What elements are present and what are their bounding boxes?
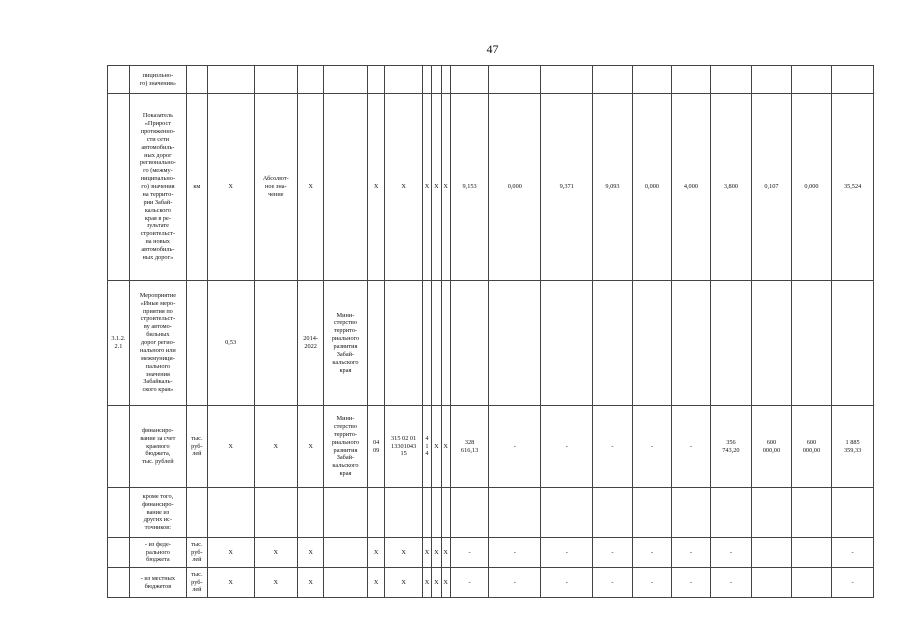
table-row [108, 488, 874, 538]
table-cell [324, 568, 368, 598]
row-name-cell: финансиро- вание за счет краевого бюджета, тыс. рублей [129, 406, 186, 488]
table-cell [489, 281, 541, 406]
table-cell: Х [441, 406, 450, 488]
table-cell: - [593, 538, 632, 568]
table-cell [108, 538, 130, 568]
table-cell [367, 66, 385, 94]
table-cell [710, 66, 752, 94]
row-name-cell: - из местных бюджетов [129, 568, 186, 598]
table-cell: 356 743,20 [710, 406, 752, 488]
table-cell [489, 66, 541, 94]
table-cell [752, 488, 791, 538]
table-cell: Х [207, 538, 254, 568]
table-cell [108, 406, 130, 488]
table-cell: - [450, 538, 488, 568]
table-cell [298, 488, 324, 538]
table-cell [186, 488, 207, 538]
table-cell: Х [441, 94, 450, 281]
row-name-cell: Показатель «Прирост протяженно- сти сети автомобиль- ных дорог регионально- го (межму- ниципально- го) значения на террито- рии Забай- кальского края в ре- зультате строительст- ва новых автомобиль- ных дорог» [129, 94, 186, 281]
table-cell [632, 488, 671, 538]
table-cell [541, 488, 593, 538]
table-cell: - [489, 406, 541, 488]
table-cell [832, 488, 874, 538]
table-cell: - [672, 538, 710, 568]
table-cell [432, 488, 441, 538]
table-cell [432, 66, 441, 94]
table-cell [710, 488, 752, 538]
table-cell [254, 281, 298, 406]
table-cell: Х [385, 538, 422, 568]
table-cell: Х [441, 568, 450, 598]
table-cell [441, 281, 450, 406]
table-cell: Абсолют- ное зна- чение [254, 94, 298, 281]
table-cell [324, 94, 368, 281]
table-cell: Х [207, 568, 254, 598]
table-cell: 0,53 [207, 281, 254, 406]
table-cell: - [489, 568, 541, 598]
row-name-cell: - из феде- рального бюджета [129, 538, 186, 568]
table-cell: 600 000,00 [791, 406, 832, 488]
table-cell [186, 281, 207, 406]
table-cell: 4,000 [672, 94, 710, 281]
table-cell: Х [298, 568, 324, 598]
row-name-cell: Мероприятие «Иные меро- приятия по строительст- ву автомо- бильных дорог регио- нального или межмуници- пального значения Забайкаль- ского края» [129, 281, 186, 406]
table-cell [672, 488, 710, 538]
table-cell: Х [207, 94, 254, 281]
table-cell: тыс. руб- лей [186, 406, 207, 488]
table-cell: 315 02 01 13301043 15 [385, 406, 422, 488]
table-cell [672, 66, 710, 94]
table-cell [832, 66, 874, 94]
table-cell [108, 66, 130, 94]
table-cell [632, 281, 671, 406]
table-cell: - [541, 406, 593, 488]
table-cell: 328 616,13 [450, 406, 488, 488]
table-cell: - [593, 406, 632, 488]
table-cell: 04 09 [367, 406, 385, 488]
table-cell [186, 66, 207, 94]
table-cell: - [710, 538, 752, 568]
table-cell: - [450, 568, 488, 598]
table-cell: Х [422, 538, 431, 568]
table-cell [791, 538, 832, 568]
table-cell [441, 66, 450, 94]
table-cell [632, 66, 671, 94]
table-cell [593, 488, 632, 538]
table-cell [450, 281, 488, 406]
table-cell [422, 66, 431, 94]
table-cell: - [489, 538, 541, 568]
table-cell: 3,800 [710, 94, 752, 281]
table-cell [108, 488, 130, 538]
table-cell [710, 281, 752, 406]
table-cell: Х [432, 538, 441, 568]
table-cell: 4 1 4 [422, 406, 431, 488]
table-cell [752, 281, 791, 406]
table-cell: Мини- стерство террито- риального развития Забай- кальского края [324, 406, 368, 488]
table-cell: Х [298, 538, 324, 568]
table-cell: 0,000 [632, 94, 671, 281]
table-cell [367, 488, 385, 538]
table-cell: - [632, 568, 671, 598]
table-cell [791, 66, 832, 94]
table-cell [324, 538, 368, 568]
table-cell [752, 66, 791, 94]
table-cell: 0,107 [752, 94, 791, 281]
table-cell: - [632, 406, 671, 488]
table-cell: 9,153 [450, 94, 488, 281]
table-cell [791, 568, 832, 598]
table-cell [450, 488, 488, 538]
table-cell [108, 94, 130, 281]
table-cell [541, 66, 593, 94]
table-cell: Х [367, 538, 385, 568]
table-cell: тыс. руб- лей [186, 568, 207, 598]
table-cell [298, 66, 324, 94]
table-cell [385, 488, 422, 538]
table-cell: 9,093 [593, 94, 632, 281]
table-cell: 1 885 359,33 [832, 406, 874, 488]
table-cell: Х [422, 94, 431, 281]
table-cell [422, 281, 431, 406]
table-cell: - [632, 538, 671, 568]
table-row [108, 94, 874, 281]
table-cell: Х [432, 94, 441, 281]
table-cell: 2014- 2022 [298, 281, 324, 406]
program-table [107, 65, 874, 598]
table-cell: Х [422, 568, 431, 598]
table-cell [207, 488, 254, 538]
table-cell: Х [367, 94, 385, 281]
table-cell: Х [207, 406, 254, 488]
table-cell: Х [385, 568, 422, 598]
table-cell: 0,000 [489, 94, 541, 281]
table-cell [422, 488, 431, 538]
table-cell: Х [385, 94, 422, 281]
table-cell [324, 488, 368, 538]
table-cell: Мини- стерство террито- риального развития Забай- кальского края [324, 281, 368, 406]
table-cell [541, 281, 593, 406]
table-row [108, 406, 874, 488]
table-cell: км [186, 94, 207, 281]
table-cell: - [672, 406, 710, 488]
table-cell [450, 66, 488, 94]
table-cell: - [593, 568, 632, 598]
table-cell: - [710, 568, 752, 598]
table-row [108, 281, 874, 406]
table-cell [254, 66, 298, 94]
table-cell [791, 488, 832, 538]
table-cell [752, 568, 791, 598]
table-cell [832, 281, 874, 406]
table-cell [254, 488, 298, 538]
table-cell [489, 488, 541, 538]
table-row [108, 66, 874, 94]
table-cell [385, 281, 422, 406]
table-cell [108, 568, 130, 598]
table-cell [432, 281, 441, 406]
table-cell: - [832, 568, 874, 598]
table-cell: 3.1.2. 2.1 [108, 281, 130, 406]
table-cell: Х [254, 406, 298, 488]
table-cell: Х [432, 568, 441, 598]
table-cell [441, 488, 450, 538]
table-cell: 9,371 [541, 94, 593, 281]
table-cell [367, 281, 385, 406]
table-cell: Х [432, 406, 441, 488]
table-cell [593, 66, 632, 94]
table-cell: 0,000 [791, 94, 832, 281]
table-cell [752, 538, 791, 568]
row-name-cell: пицизльно- го) значения» [129, 66, 186, 94]
table-cell: - [832, 538, 874, 568]
table-cell [593, 281, 632, 406]
table-cell: Х [254, 568, 298, 598]
table-cell [672, 281, 710, 406]
table-cell: - [672, 568, 710, 598]
table-cell [791, 281, 832, 406]
table-cell [324, 66, 368, 94]
table-cell: Х [298, 406, 324, 488]
table-cell: - [541, 568, 593, 598]
row-name-cell: кроме того, финансиро- вание из других ис- точников: [129, 488, 186, 538]
table-cell: 35,524 [832, 94, 874, 281]
table-cell: Х [298, 94, 324, 281]
page-number: 47 [486, 42, 499, 56]
table-cell: 600 000,00 [752, 406, 791, 488]
table-cell [207, 66, 254, 94]
table-row [108, 538, 874, 568]
table-row [108, 568, 874, 598]
table-cell: - [541, 538, 593, 568]
table-cell: Х [441, 538, 450, 568]
table-cell: Х [254, 538, 298, 568]
table-cell: Х [367, 568, 385, 598]
table-cell: тыс. руб- лей [186, 538, 207, 568]
table-cell [385, 66, 422, 94]
